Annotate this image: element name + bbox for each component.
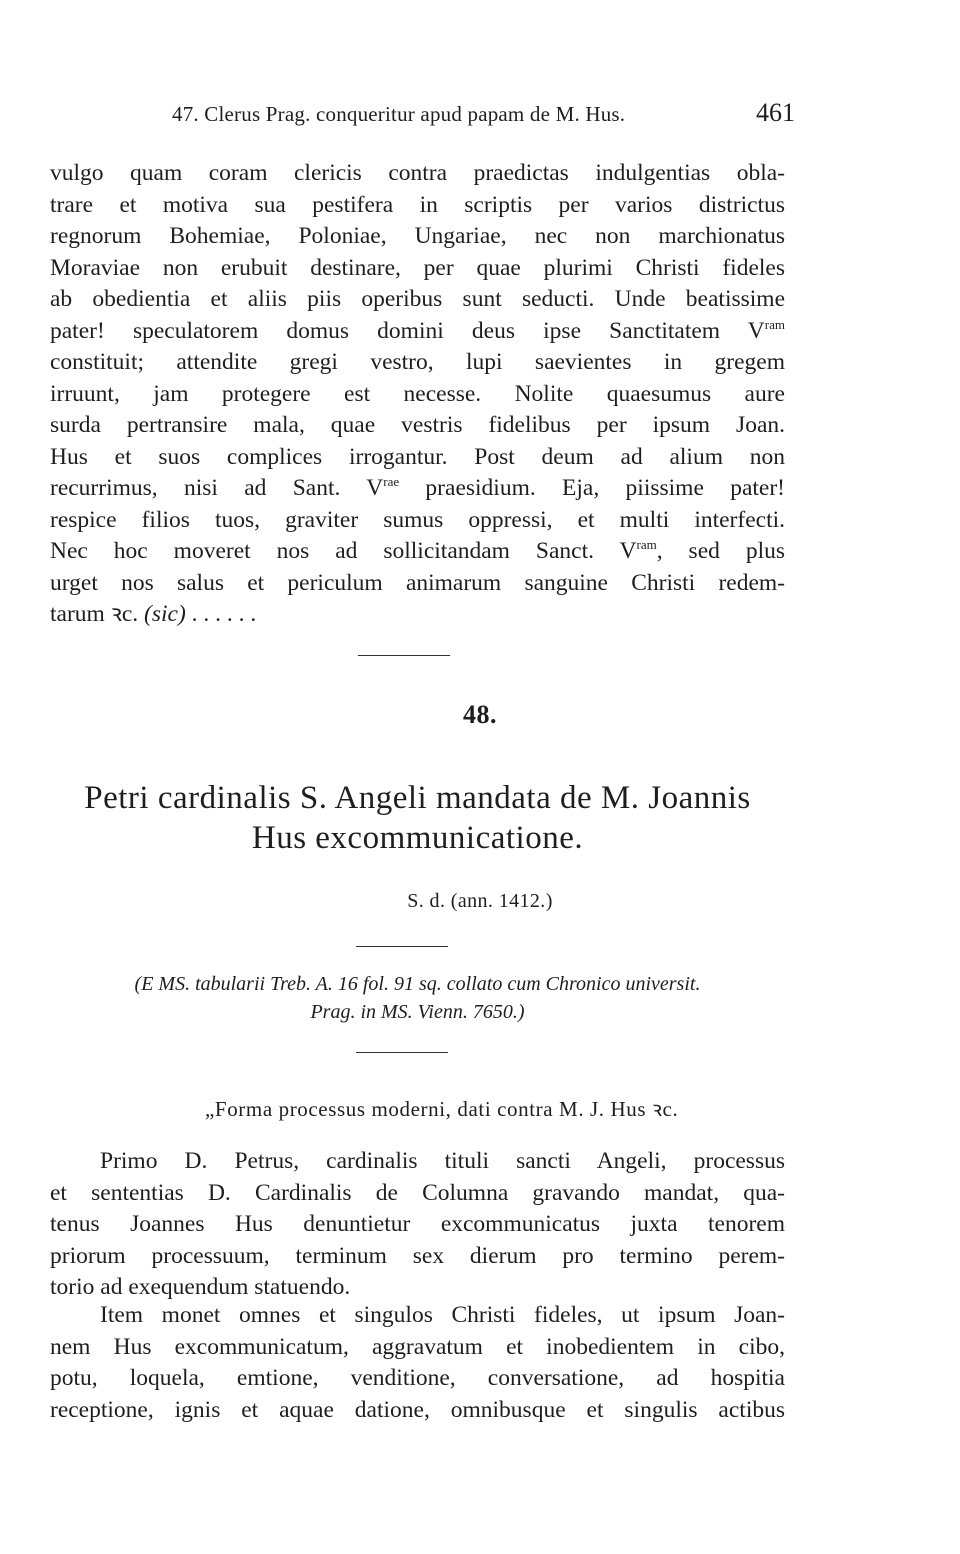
divider-rule: [356, 946, 448, 947]
text-line: Item monet omnes et singulos Christi fideles, ut ipsum Joan-: [100, 1302, 785, 1328]
text-line: irruunt, jam protegere est necesse. Nolite quaesumus aure: [50, 380, 785, 407]
running-head: [172, 96, 795, 132]
superscript-abbreviation: ram: [764, 316, 785, 332]
text-line: priorum processuum, terminum sex dierum pro termino perem-: [50, 1242, 785, 1269]
text-segment: pater! speculatorem domus domini deus ipse Sanctitatem V: [50, 317, 765, 344]
text-segment: recurrimus, nisi ad Sant. V: [50, 475, 384, 501]
text-line: [50, 473, 785, 505]
text-segment: praesidium. Eja, piissime pater!: [399, 475, 785, 501]
text-line: vulgo quam coram clericis contra praedictas indulgentias obla-: [50, 160, 785, 186]
text-line: Moraviae non erubuit destinare, per quae plurimi Christi fideles: [50, 254, 785, 281]
ellipsis: . . . . . .: [185, 601, 257, 627]
source-note-line: (E MS. tabularii Treb. A. 16 fol. 91 sq. collato cum Chronico universit.: [134, 973, 701, 995]
superscript-abbreviation: ram: [636, 537, 657, 552]
text-line: nem Hus excommunicatum, aggravatum et inobedientem in cibo,: [50, 1333, 785, 1360]
text-line: Hus et suos complices irrogantur. Post deum ad alium non: [50, 443, 785, 470]
text-line: [50, 536, 785, 568]
paragraph-2: [50, 1300, 785, 1426]
text-line: [50, 316, 785, 348]
paragraph-1: [50, 1146, 785, 1304]
text-line: constituit; attendite gregi vestro, lupi saevientes in gregem: [50, 349, 785, 375]
document-date: S. d. (ann. 1412.): [407, 890, 553, 912]
text-line: surda pertransire mala, quae vestris fidelibus per ipsum Joan.: [50, 412, 785, 438]
text-line: respice filios tuos, graviter sumus oppressi, et multi interfecti.: [50, 506, 785, 533]
text-line: ab obedientia et aliis piis operibus sunt seducti. Unde beatissime: [50, 286, 785, 312]
text-line: Primo D. Petrus, cardinalis tituli sancti Angeli, processus: [100, 1148, 785, 1174]
document-title: [50, 778, 785, 858]
text-line: et sententias D. Cardinalis de Columna gravando mandat, qua-: [50, 1179, 785, 1206]
sic-annotation: (sic): [144, 601, 186, 627]
text-line: potu, loquela, emtione, venditione, conversatione, ad hospitia: [50, 1365, 785, 1391]
document-title-line: Petri cardinalis S. Angeli mandata de M. Joannis: [84, 780, 751, 816]
running-head-title: 47. Clerus Prag. conqueritur apud papam de M. Hus.: [172, 102, 626, 126]
document-incipit: „Forma processus moderni, dati contra M. J. Hus ꝛc.: [205, 1097, 679, 1121]
text-line: [50, 599, 785, 631]
page-number: 461: [756, 98, 795, 127]
text-line: receptione, ignis et aquae datione, omnibusque et singulis actibus: [50, 1396, 785, 1423]
text-line: regnorum Bohemiae, Poloniae, Ungariae, nec non marchionatus: [50, 223, 785, 249]
text-segment: , sed plus: [656, 538, 785, 564]
text-line: tenus Joannes Hus denuntietur excommunicatus juxta tenorem: [50, 1211, 785, 1237]
divider-rule: [356, 1052, 448, 1053]
text-line: urget nos salus et periculum animarum sanguine Christi redem-: [50, 569, 785, 596]
divider-rule: [358, 655, 450, 656]
document-number: 48.: [463, 700, 497, 729]
source-note-line: Prag. in MS. Vienn. 7650.): [310, 1001, 525, 1023]
text-segment: Nec hoc moveret nos ad sollicitandam Sanct. V: [50, 538, 637, 564]
superscript-abbreviation: rae: [383, 474, 400, 489]
document-title-line: Hus excommunicatione.: [251, 820, 584, 856]
text-line: trare et motiva sua pestifera in scriptis per varios districtus: [50, 191, 785, 218]
section-1-text: [50, 158, 785, 631]
text-segment: tarum ꝛc.: [50, 601, 145, 627]
source-note: [50, 970, 785, 1026]
text-line: torio ad exequendum statuendo.: [50, 1274, 351, 1300]
